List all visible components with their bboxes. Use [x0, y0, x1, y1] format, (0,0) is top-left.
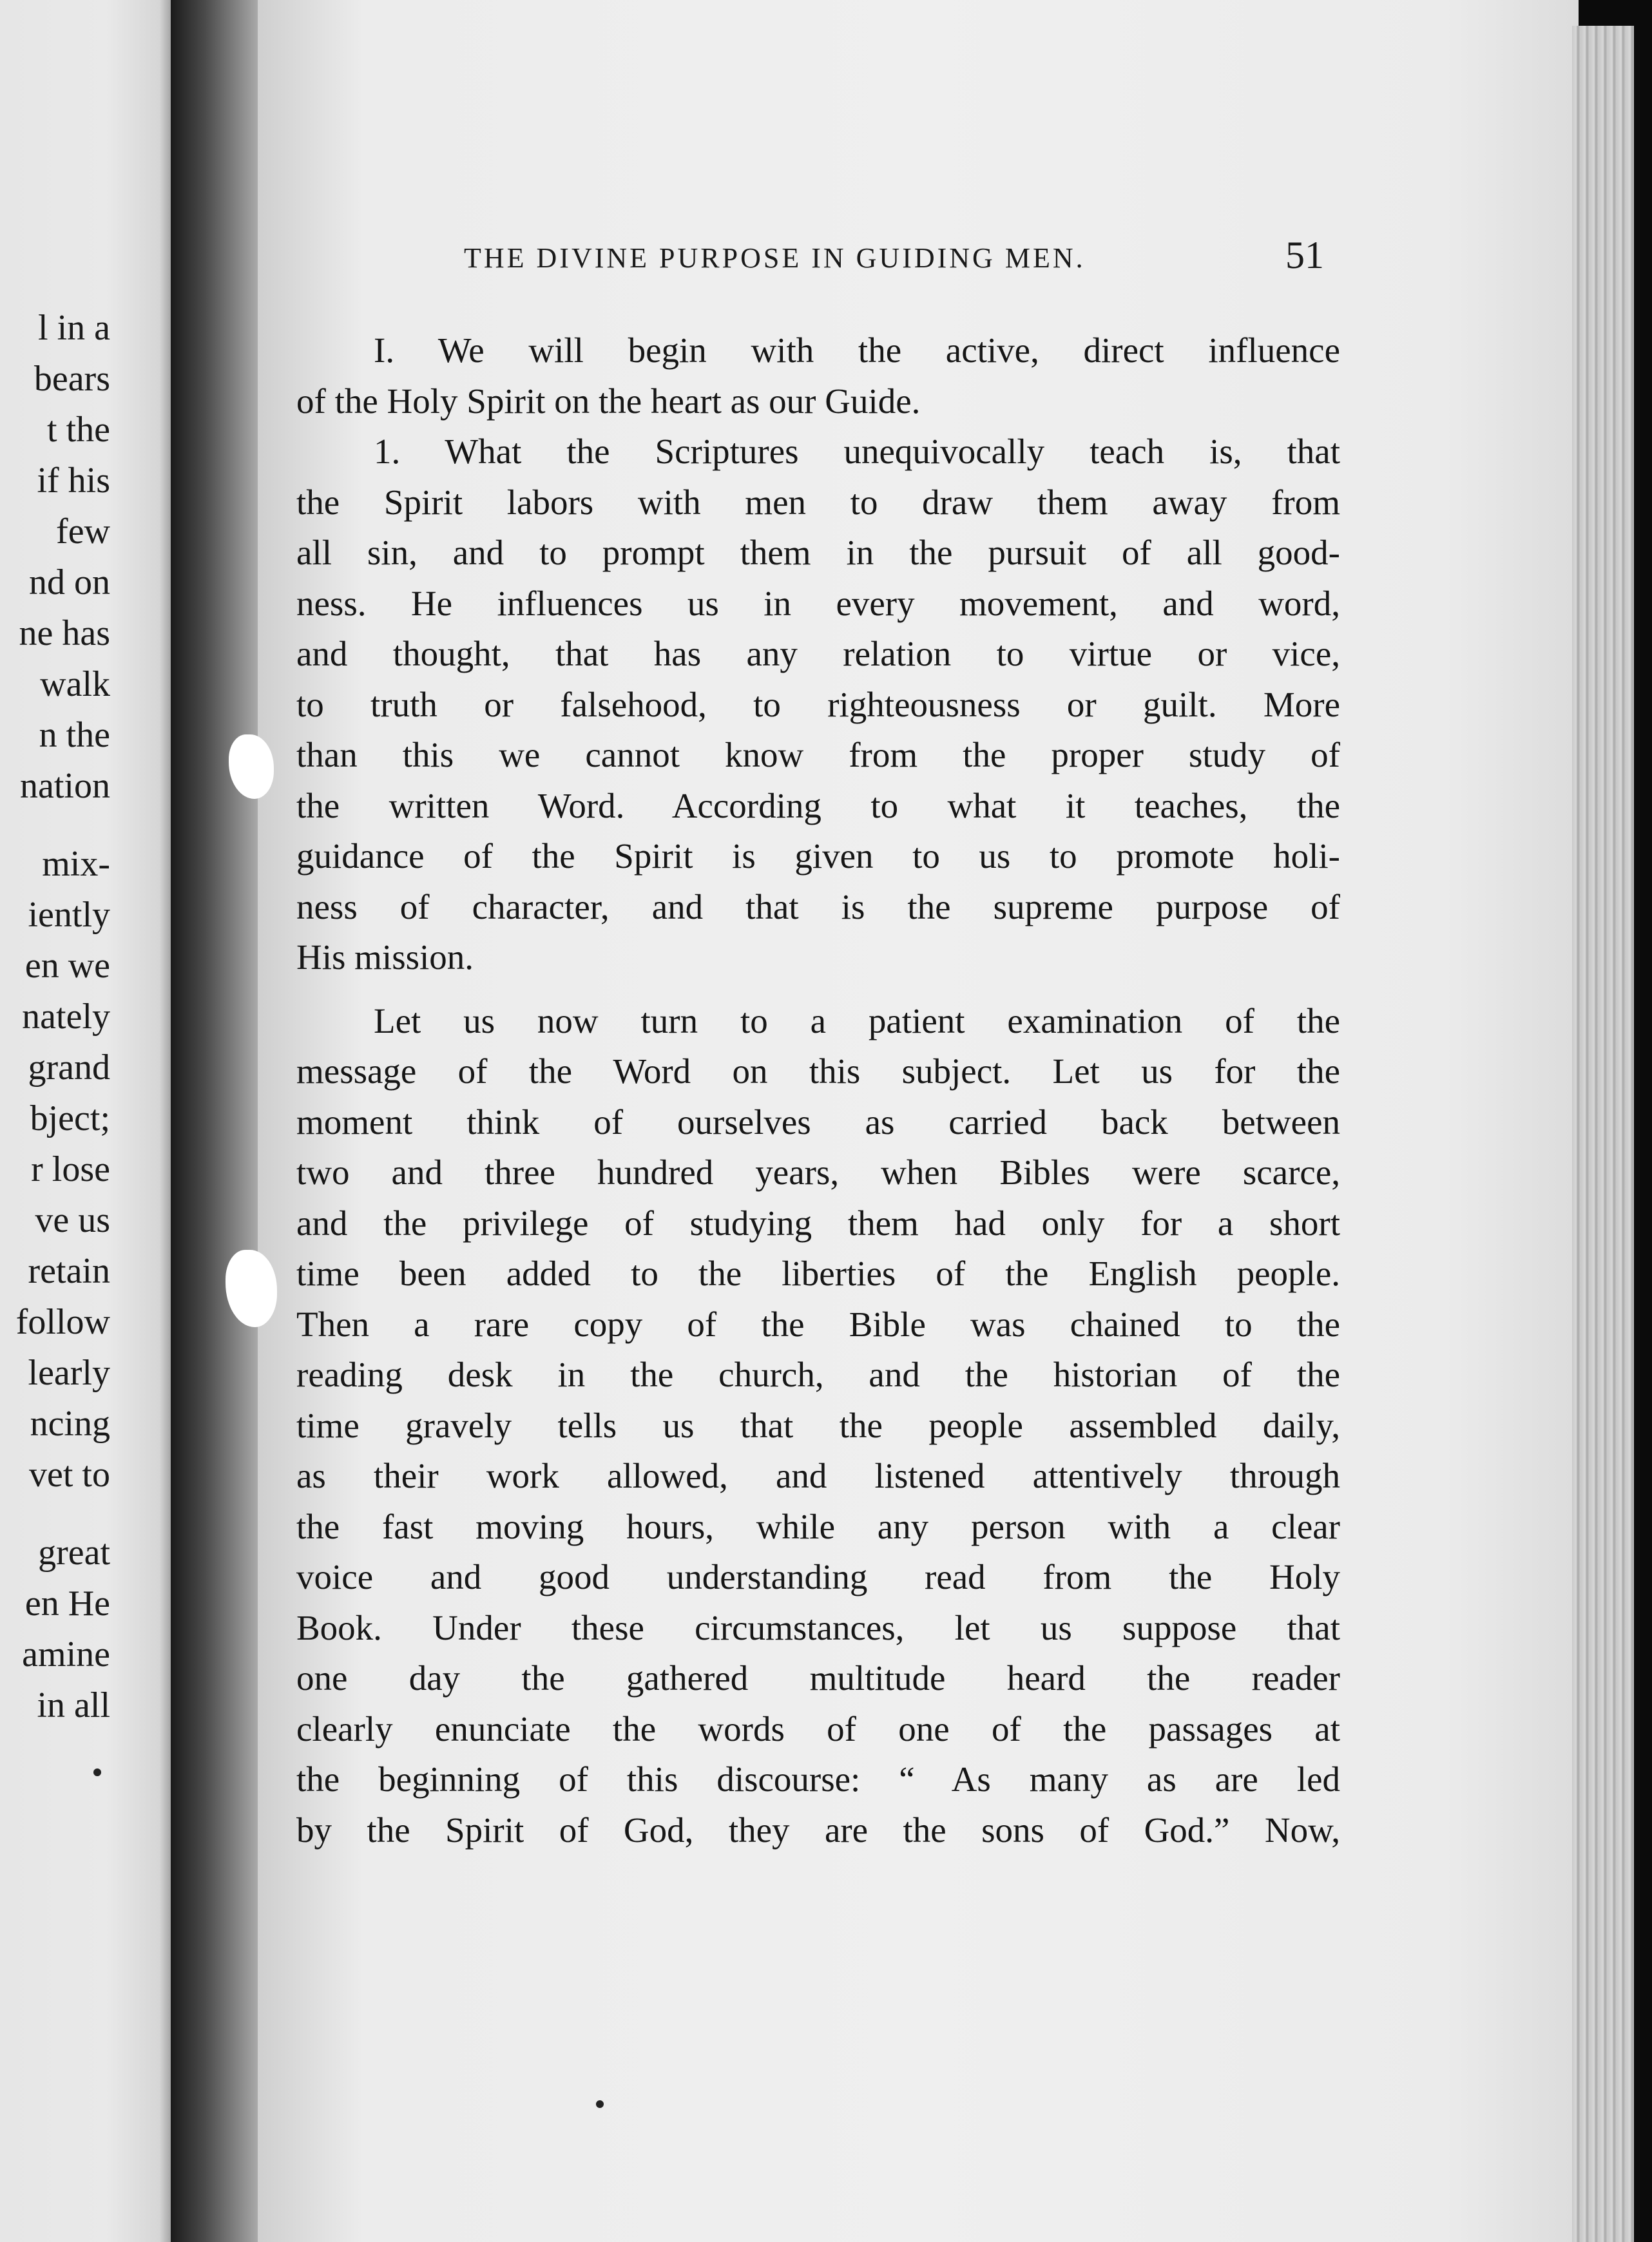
left-page-line: nately — [22, 997, 110, 1037]
text-line: ness. He influences us in every movement, and word, — [296, 583, 1340, 623]
text-line: Book. Under these circumstances, let us suppose that — [296, 1607, 1340, 1647]
text-line: voice and good understanding read from the Holy — [296, 1557, 1340, 1596]
left-page-line: l in a — [38, 308, 110, 348]
text-line: Let us now turn to a patient examination of the — [374, 1001, 1340, 1040]
left-page-line: great — [38, 1533, 110, 1573]
text-line: the Spirit labors with men to draw them away from — [296, 482, 1340, 522]
text-line: two and three hundred years, when Bibles were scarce, — [296, 1153, 1340, 1192]
left-page-line: few — [56, 512, 110, 551]
left-page-line: ne has — [19, 613, 110, 653]
body-text — [296, 325, 1340, 1855]
text-line: His mission. — [296, 937, 474, 977]
page-number: 51 — [1285, 234, 1324, 276]
left-page-line: en He — [24, 1584, 110, 1624]
left-page-line: grand — [28, 1048, 110, 1087]
left-page-text — [16, 303, 110, 1731]
text-line: as their work allowed, and listened attentively through — [296, 1456, 1340, 1495]
text-line: all sin, and to prompt them in the pursuit of all good- — [296, 533, 1340, 572]
text-line: time been added to the liberties of the English people. — [296, 1254, 1340, 1293]
text-line: ness of character, and that is the supreme purpose of — [296, 886, 1340, 926]
text-line: one day the gathered multitude heard the reader — [296, 1658, 1340, 1698]
left-page — [0, 0, 177, 2242]
text-line: of the Holy Spirit on the heart as our Guide. — [296, 381, 921, 421]
left-page-line: nation — [20, 766, 110, 806]
page-edges — [1572, 26, 1652, 2242]
text-line: to truth or falsehood, to righteousness or guilt. More — [296, 684, 1340, 724]
text-line: the fast moving hours, while any person with a clear — [296, 1506, 1340, 1546]
text-line: moment think of ourselves as carried back between — [296, 1102, 1340, 1142]
left-page-line: r lose — [31, 1149, 110, 1189]
text-line: Then a rare copy of the Bible was chained to the — [296, 1304, 1340, 1344]
text-line: the beginning of this discourse: “ As many as are led — [296, 1759, 1340, 1799]
text-line: than this we cannot know from the proper study of — [296, 735, 1340, 774]
left-page-line: in all — [37, 1685, 110, 1725]
text-line: reading desk in the church, and the historian of the — [296, 1355, 1340, 1394]
paragraph — [296, 426, 1340, 983]
left-page-line: nd on — [29, 562, 110, 602]
blemish-dot — [596, 2100, 604, 2108]
left-page-line: walk — [40, 664, 110, 704]
left-page-line: bears — [34, 359, 110, 399]
paragraph — [296, 325, 1340, 426]
left-page-line: follow — [15, 1302, 110, 1342]
text-line: message of the Word on this subject. Let us for the — [296, 1051, 1340, 1091]
running-head: THE DIVINE PURPOSE IN GUIDING MEN. — [464, 242, 1086, 274]
left-page-line: t the — [47, 410, 110, 450]
text-line: by the Spirit of God, they are the sons of God.” Now, — [296, 1810, 1340, 1850]
text-line: time gravely tells us that the people assembled daily, — [296, 1405, 1340, 1445]
text-line: clearly enunciate the words of one of the passages at — [296, 1709, 1340, 1749]
left-page-line: amine — [22, 1634, 110, 1674]
left-page-line: if his — [37, 461, 110, 501]
text-line: and the privilege of studying them had only for a short — [296, 1203, 1340, 1243]
text-line: the written Word. According to what it teaches, the — [296, 785, 1340, 825]
text-line: and thought, that has any relation to virtue or vice, — [296, 634, 1340, 673]
paragraph — [296, 996, 1340, 1856]
left-page-line: iently — [28, 895, 110, 935]
left-page-line: en we — [24, 946, 110, 986]
left-page-line: bject; — [30, 1098, 110, 1138]
left-page-line: mix- — [42, 844, 110, 884]
left-page-line: ncing — [30, 1404, 110, 1444]
text-line: I. We will begin with the active, direct influence — [374, 331, 1340, 370]
text-line: guidance of the Spirit is given to us to promote holi- — [296, 836, 1340, 876]
left-page-line: learly — [28, 1353, 110, 1393]
left-page-line: ve us — [35, 1200, 110, 1240]
left-page-line: vet to — [29, 1455, 110, 1495]
text-line: 1. What the Scriptures unequivocally teach is, that — [374, 432, 1340, 471]
left-page-line: n the — [39, 715, 110, 755]
left-page-line: retain — [28, 1251, 110, 1291]
blemish-dot — [93, 1768, 101, 1776]
